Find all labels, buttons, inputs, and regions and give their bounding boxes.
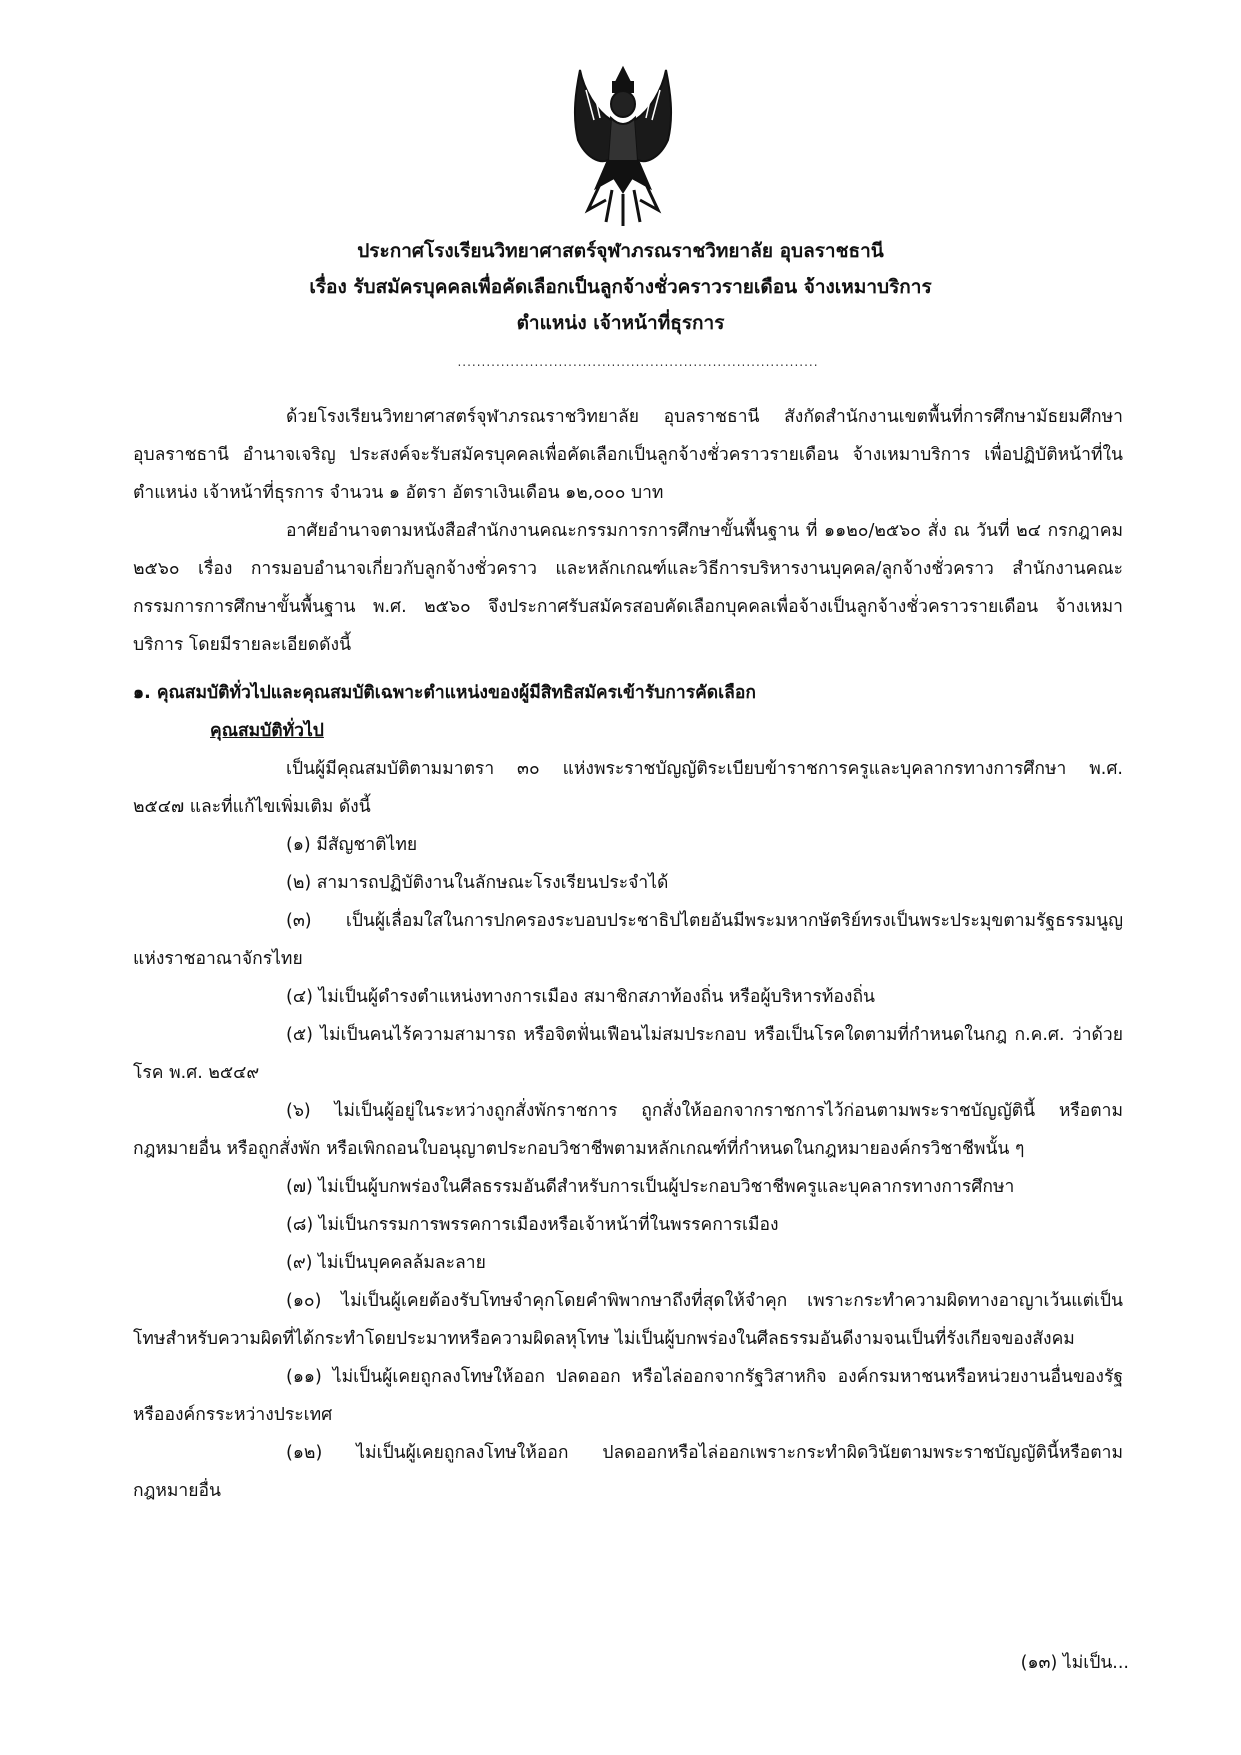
- qualification-item: (๖) ไม่เป็นผู้อยู่ในระหว่างถูกสั่งพักราชการ ถูกสั่งให้ออกจากราชการไว้ก่อนตามพระราชบัญญัตินี้ หรือตามกฎหมายอื่น หรือถูกสั่งพัก หรือเพิกถอนใบอนุญาตประกอบวิชาชีพตามหลักเกณฑ์ที่กำหนดในกฎหมายองค์กรวิชาชีพนั้น ๆ: [133, 1101, 1123, 1159]
- qualification-item: (๒) สามารถปฏิบัติงานในลักษณะโรงเรียนประจำได้: [286, 873, 669, 893]
- general-qualifications-intro: เป็นผู้มีคุณสมบัติตามมาตรา ๓๐ แห่งพระราชบัญญัติระเบียบข้าราชการครูและบุคลากรทางการศึกษา พ.ศ. ๒๕๔๗ และที่แก้ไขเพิ่มเติม ดังนี้: [133, 759, 1123, 817]
- announcement-subject-line: เรื่อง รับสมัครบุคคลเพื่อคัดเลือกเป็นลูกจ้างชั่วคราวรายเดือน จ้างเหมาบริการ: [309, 276, 932, 298]
- page-continuation: (๑๓) ไม่เป็น...: [1020, 1653, 1129, 1673]
- general-qualifications-heading: คุณสมบัติทั่วไป: [210, 721, 324, 741]
- title-separator: ...........................................................................: [457, 355, 819, 369]
- qualification-item: (๗) ไม่เป็นผู้บกพร่องในศีลธรรมอันดีสำหรับการเป็นผู้ประกอบวิชาชีพครูและบุคลากรทางการศึกษา: [286, 1177, 1015, 1197]
- announcement-position-line: ตำแหน่ง เจ้าหน้าที่ธุรการ: [516, 312, 725, 334]
- qualification-item: (๘) ไม่เป็นกรรมการพรรคการเมืองหรือเจ้าหน้าที่ในพรรคการเมือง: [286, 1215, 779, 1235]
- document-body: [133, 398, 1123, 1510]
- qualification-item: (๕) ไม่เป็นคนไร้ความสามารถ หรือจิตฟั่นเฟือนไม่สมประกอบ หรือเป็นโรคใดตามที่กำหนดในกฎ ก.ค.ศ. ว่าด้วยโรค พ.ศ. ๒๕๔๙: [133, 1025, 1123, 1083]
- intro-paragraph-1: ด้วยโรงเรียนวิทยาศาสตร์จุฬาภรณราชวิทยาลัย อุบลราชธานี สังกัดสำนักงานเขตพื้นที่การศึกษามัธยมศึกษาอุบลราชธานี อำนาจเจริญ ประสงค์จะรับสมัครบุคคลเพื่อคัดเลือกเป็นลูกจ้างชั่วคราวรายเดือน จ้างเหมาบริการ เพื่อปฏิบัติหน้าที่ในตำแหน่ง เจ้าหน้าที่ธุรการ จำนวน ๑ อัตรา อัตราเงินเดือน ๑๒,๐๐๐ บาท: [133, 407, 1123, 503]
- qualification-item: (๓) เป็นผู้เลื่อมใสในการปกครองระบอบประชาธิปไตยอันมีพระมหากษัตริย์ทรงเป็นพระประมุขตามรัฐธรรมนูญแห่งราชอาณาจักรไทย: [133, 911, 1123, 969]
- section-1-heading: ๑. คุณสมบัติทั่วไปและคุณสมบัติเฉพาะตำแหน่งของผู้มีสิทธิสมัครเข้ารับการคัดเลือก: [133, 683, 756, 703]
- qualification-item: (๑๑) ไม่เป็นผู้เคยถูกลงโทษให้ออก ปลดออก หรือไล่ออกจากรัฐวิสาหกิจ องค์กรมหาชนหรือหน่วยงานอื่นของรัฐ หรือองค์กรระหว่างประเทศ: [133, 1367, 1123, 1425]
- qualification-item: (๑) มีสัญชาติไทย: [286, 835, 418, 855]
- intro-paragraph-2: อาศัยอำนาจตามหนังสือสำนักงานคณะกรรมการการศึกษาขั้นพื้นฐาน ที่ ๑๑๒๐/๒๕๖๐ สั่ง ณ วันที่ ๒๔ กรกฎาคม ๒๕๖๐ เรื่อง การมอบอำนาจเกี่ยวกับลูกจ้างชั่วคราว และหลักเกณฑ์และวิธีการบริหารงานบุคคล/ลูกจ้างชั่วคราว สำนักงานคณะกรรมการการศึกษาขั้นพื้นฐาน พ.ศ. ๒๕๖๐ จึงประกาศรับสมัครสอบคัดเลือกบุคคลเพื่อจ้างเป็นลูกจ้างชั่วคราวรายเดือน จ้างเหมาบริการ โดยมีรายละเอียดดังนี้: [133, 521, 1123, 655]
- qualification-item: (๑๐) ไม่เป็นผู้เคยต้องรับโทษจำคุกโดยคำพิพากษาถึงที่สุดให้จำคุก เพราะกระทำความผิดทางอาญาเว้นแต่เป็นโทษสำหรับความผิดที่ได้กระทำโดยประมาทหรือความผิดลหุโทษ ไม่เป็นผู้บกพร่องในศีลธรรมอันดีงามจนเป็นที่รังเกียจของสังคม: [133, 1291, 1123, 1349]
- garuda-emblem-icon: [566, 60, 680, 230]
- announcement-title-line-1: ประกาศโรงเรียนวิทยาศาสตร์จุฬาภรณราชวิทยาลัย อุบลราชธานี: [357, 240, 884, 262]
- qualification-item: (๔) ไม่เป็นผู้ดำรงตำแหน่งทางการเมือง สมาชิกสภาท้องถิ่น หรือผู้บริหารท้องถิ่น: [286, 987, 876, 1007]
- qualification-item: (๑๒) ไม่เป็นผู้เคยถูกลงโทษให้ออก ปลดออกหรือไล่ออกเพราะกระทำผิดวินัยตามพระราชบัญญัตินี้หรือตามกฎหมายอื่น: [133, 1443, 1123, 1501]
- qualification-item: (๙) ไม่เป็นบุคคลล้มละลาย: [286, 1253, 486, 1273]
